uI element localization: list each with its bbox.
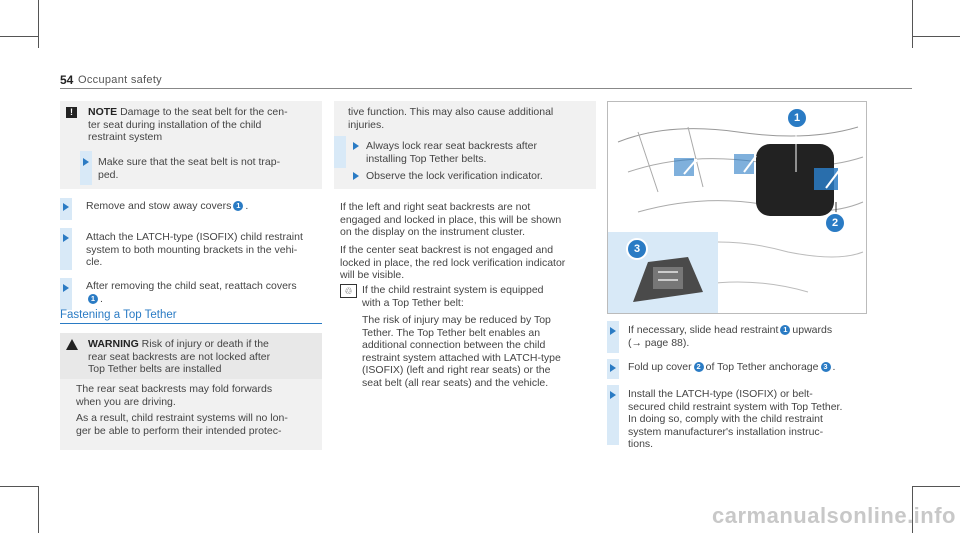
step-bar xyxy=(607,321,619,353)
step-arrow-icon xyxy=(610,364,616,372)
step-bar xyxy=(60,278,72,310)
step-arrow-icon xyxy=(63,234,69,242)
warning-label: WARNING xyxy=(88,338,139,350)
step-fold-cover: Fold up cover 2 of Top Tether anchorage 3 . xyxy=(628,361,836,373)
notice-step: Make sure that the seat belt is not trap- ped. xyxy=(98,156,281,181)
callout-badge: 1 xyxy=(88,294,98,304)
notice-text: NOTE Damage to the seat belt for the cen- ter seat during installation of the child restraint system xyxy=(88,106,288,143)
crop-mark xyxy=(38,0,39,48)
callout-2: 2 xyxy=(824,212,846,234)
warning-body: The rear seat backrests may fold forwards when you are driving. As a result, child restraint systems will no lon- ger be able to perform their intended protec- xyxy=(76,383,288,437)
environment-note-icon: ♲ xyxy=(340,284,357,298)
step-arrow-icon xyxy=(83,158,89,166)
crop-mark xyxy=(912,36,960,37)
warning-continued: tive function. This may also cause additional injuries. xyxy=(348,106,554,131)
step-arrow-icon xyxy=(353,142,359,150)
section-title: Occupant safety xyxy=(78,74,162,86)
step-attach-latch: Attach the LATCH-type (ISOFIX) child restraint system to both mounting brackets in the vehi- cle. xyxy=(86,231,303,268)
section-heading: Fastening a Top Tether xyxy=(60,309,177,321)
step-head-restraint: If necessary, slide head restraint 1 upwards (→ page 88). xyxy=(628,324,833,349)
step-reattach-covers: After removing the child seat, reattach covers 1 . xyxy=(86,280,297,305)
crop-mark xyxy=(38,486,39,533)
callout-badge: 1 xyxy=(780,325,790,335)
crop-mark xyxy=(0,36,38,37)
step-arrow-icon xyxy=(63,203,69,211)
notice-icon: ! xyxy=(66,107,77,118)
callout-badge: 3 xyxy=(821,362,831,372)
warning-triangle-icon xyxy=(66,339,78,350)
callout-badge: 2 xyxy=(694,362,704,372)
warning-text: WARNING Risk of injury or death if the rear seat backrests are not locked after Top Tether belts are installed xyxy=(88,338,271,375)
page-number: 54 xyxy=(60,73,74,87)
notice-label: NOTE xyxy=(88,106,118,118)
figure-illustration xyxy=(607,101,867,314)
step-bar xyxy=(334,136,346,168)
step-arrow-icon xyxy=(610,327,616,335)
step-arrow-icon xyxy=(353,172,359,180)
step-bar xyxy=(80,151,92,185)
paragraph-center: If the center seat backrest is not engaged and locked in place, the red lock verification indicator will be visible. xyxy=(340,244,566,281)
watermark: carmanualsonline.info xyxy=(712,503,956,528)
callout-badge: 1 xyxy=(233,201,243,211)
crop-mark xyxy=(0,486,38,487)
callout-3: 3 xyxy=(626,238,648,260)
paragraph-left-right: If the left and right seat backrests are not engaged and locked in place, this will be shown on the display on the instrument cluster. xyxy=(340,201,562,238)
step-lock-backrests: Always lock rear seat backrests after installing Top Tether belts. xyxy=(366,140,537,165)
step-arrow-icon xyxy=(63,284,69,292)
step-remove-covers: Remove and stow away covers 1 . xyxy=(86,200,249,212)
callout-1: 1 xyxy=(786,107,808,129)
step-observe-indicator: Observe the lock verification indicator. xyxy=(366,170,543,182)
figure-inset xyxy=(608,232,718,313)
crop-mark xyxy=(912,486,960,487)
header-rule xyxy=(60,88,912,89)
step-install-latch: Install the LATCH-type (ISOFIX) or belt- secured child restraint system with Top Tether. In doing so, comply with the child restraint system manufacturer's installation instruc- tions. xyxy=(628,388,843,450)
note-top-tether: If the child restraint system is equipped with a Top Tether belt: The risk of injury may be reduced by Top Tether. The Top Tether belt enables an additional connection between the child restraint system attached with LATCH-type (ISOFIX) (left and right rear seats) or the seat belt (all rear seats) and the vehicle. xyxy=(362,284,561,389)
step-arrow-icon xyxy=(610,391,616,399)
heading-rule xyxy=(60,323,322,324)
crop-mark xyxy=(912,0,913,48)
